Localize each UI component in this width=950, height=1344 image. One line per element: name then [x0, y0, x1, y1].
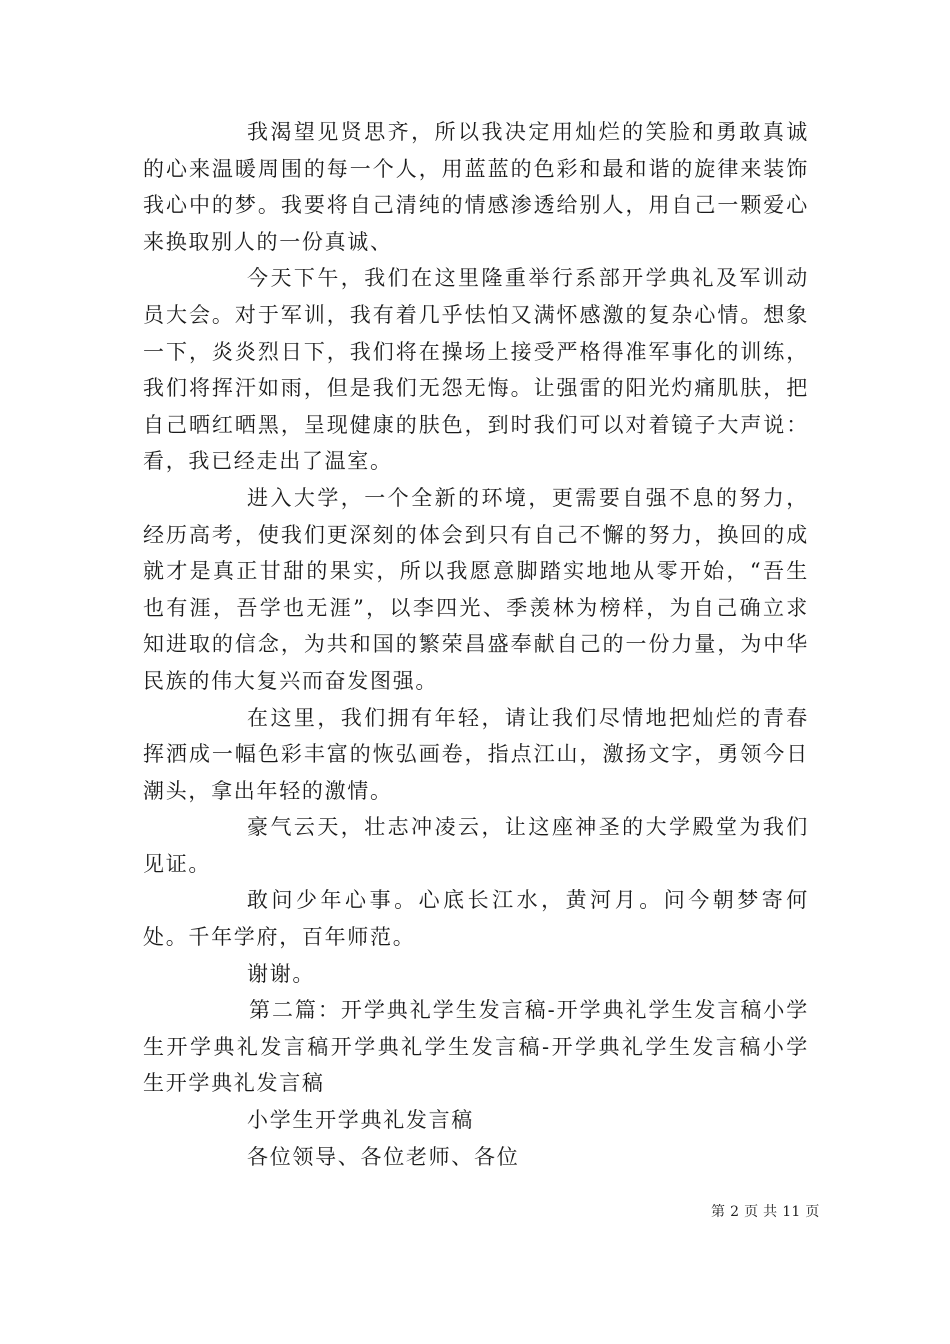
body-text: [143, 114, 809, 1175]
speech-title: 小学生开学典礼发言稿: [247, 1108, 474, 1133]
paragraph-poem: 敢问少年心事。心底长江水，黄河月。问今朝梦寄何处。千年学府，百年师范。: [143, 888, 809, 950]
paragraph-entering-university: 进入大学，一个全新的环境，更需要自强不息的努力，经历高考，使我们更深刻的体会到只有自己不懈的努力，换回的成就才是真正甘甜的果实，所以我愿意脚踏实地地从零开始，“吾生也有涯，吾学也无涯”，以李四光、季羡林为榜样，为自己确立求知进取的信念，为共和国的繁荣昌盛奉献自己的一份力量，为中华民族的伟大复兴而奋发图强。: [143, 485, 809, 693]
section-heading-second-article: 第二篇：开学典礼学生发言稿-开学典礼学生发言稿小学生开学典礼发言稿开学典礼学生发言稿-开学典礼学生发言稿小学生开学典礼发言稿: [143, 998, 809, 1096]
footer-prefix: 第: [711, 1204, 726, 1220]
footer-current-page: 2: [730, 1204, 740, 1220]
page-number-footer: [711, 1203, 820, 1221]
paragraph-thanks: 谢谢。: [247, 961, 316, 986]
footer-suffix: 页: [805, 1204, 820, 1220]
footer-total-pages: 11: [782, 1204, 801, 1220]
paragraph-ambition: 豪气云天，壮志冲凌云，让这座神圣的大学殿堂为我们见证。: [143, 815, 809, 876]
speech-greeting: 各位领导、各位老师、各位: [247, 1144, 520, 1169]
paragraph-youth: 在这里，我们拥有年轻，请让我们尽情地把灿烂的青春挥洒成一幅色彩丰富的恢弘画卷，指点江山，激扬文字，勇领今日潮头，拿出年轻的激情。: [143, 705, 809, 803]
paragraph-aspiration: 我渴望见贤思齐，所以我决定用灿烂的笑脸和勇敢真诚的心来温暖周围的每一个人，用蓝蓝的色彩和最和谐的旋律来装饰我心中的梦。我要将自己清纯的情感渗透给别人，用自己一颗爱心来换取别人的一份真诚、: [143, 120, 809, 254]
paragraph-military-training: 今天下午，我们在这里隆重举行系部开学典礼及军训动员大会。对于军训，我有着几乎怯怕又满怀感激的复杂心情。想象一下，炎炎烈日下，我们将在操场上接受严格得准军事化的训练，我们将挥汗如雨，但是我们无怨无悔。让强雷的阳光灼痛肌肤，把自己晒红晒黑，呈现健康的肤色，到时我们可以对着镜子大声说：看，我已经走出了温室。: [143, 266, 809, 474]
footer-middle: 页 共: [744, 1204, 778, 1220]
